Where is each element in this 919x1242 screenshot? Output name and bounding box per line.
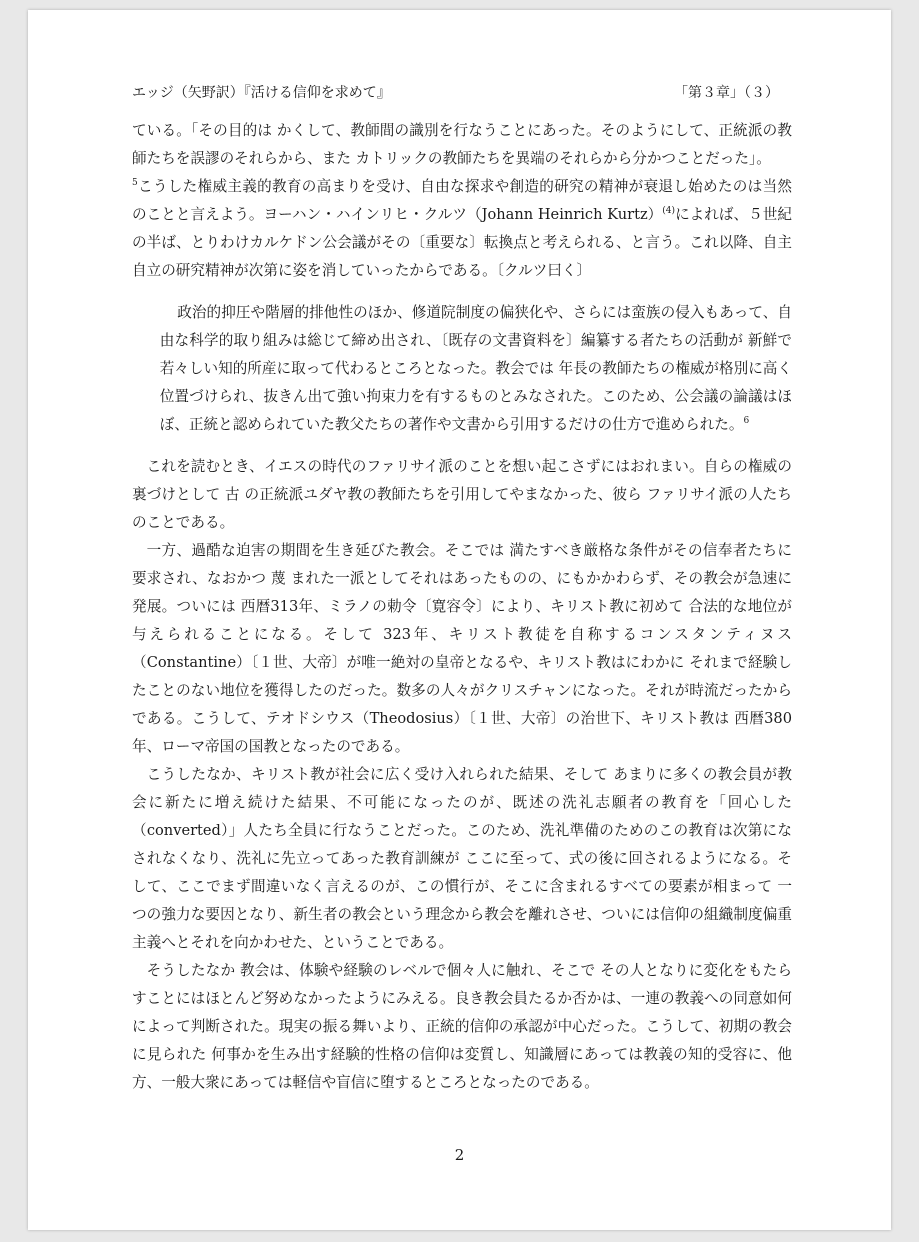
page-number: 2 xyxy=(454,1146,465,1164)
header-chapter: 「第３章」（３） xyxy=(674,85,779,101)
running-header xyxy=(132,82,787,106)
paragraph-text: によれば、５世紀の半ば、とりわけカルケドン公会議がその〔重要な〕転換点と考えられる、と言う。これ以降、自主自立の研究精神が次第に姿を消していったからである。〔クルツ曰く〕 xyxy=(132,206,792,279)
paragraph: こうしたなか、キリスト教が社会に広く受け入れられた結果、そして あまりに多くの教会員が教会に新たに増え続けた結果、不可能になったのが、既述の洗礼志願者の教育を「回心した（converted）」人たち全員に行なうことだった。このため、洗礼準備のためのこの教育は次第になされなくなり、洗礼に先立ってあった教育訓練が ここに至って、式の後に回されるようになる。そして、ここでまず間違いなく言えるのが、この慣行が、そこに含まれるすべての要素が相まって 一つの強力な要因となり、新生者の教会という理念から教会を離れさせ、ついには信仰の組織制度偏重主義へとそれを向かわせた、ということである。 xyxy=(132,766,792,951)
paragraph: これを読むとき、イエスの時代のファリサイ派のことを想い起こさずにはおれまい。自らの権威の裏づけとして 古 の正統派ユダヤ教の教師たちを引用してやまなかった、彼ら ファリサイ派の人たちのことである。 xyxy=(132,458,792,531)
paragraph: 一方、過酷な迫害の期間を生き延びた教会。そこでは 満たすべき厳格な条件がその信奉者たちに要求され、なおかつ 蔑 まれた一派としてそれはあったものの、にもかかわらず、その教会が急速に発展。ついには 西暦313年、ミラノの勅令〔寛容令〕により、キリスト教に初めて 合法的な地位が与えられることになる。そして 323年、キリスト教徒を自称するコンスタンティヌス（Constantine）〔１世、大帝〕が唯一絶対の皇帝となるや、キリスト教はにわかに それまで経験したことのない地位を獲得したのだった。数多の人々がクリスチャンになった。それが時流だったからである。こうして、テオドシウス（Theodosius）〔１世、大帝〕の治世下、キリスト教は 西暦380年、ローマ帝国の国教となったのである。 xyxy=(132,542,792,755)
paragraph xyxy=(132,173,792,285)
block-quote-text: 政治的抑圧や階層的排他性のほか、修道院制度の偏狭化や、さらには蛮族の侵入もあって、自由な科学的取り組みは総じて締め出され、〔既存の文書資料を〕編纂する者たちの活動が 新鮮で若々しい知的所産に取って代わるところとなった。教会では 年長の教師たちの権威が格別に高く位置づけられ、抜きん出て強い拘束力を有するものとみなされた。このため、公会議の論議はほぼ、正統と認められていた教父たちの著作や文書から引用するだけの仕方で進められた。 xyxy=(159,304,793,433)
footnote-marker: 6 xyxy=(743,416,750,427)
paragraph: そうしたなか 教会は、体験や経験のレベルで個々人に触れ、そこで その人となりに変化をもたらすことにはほとんど努めなかったようにみえる。良き教会員たるか否かは、一連の教義への同意如何によって判断された。現実の振る舞いより、正統的信仰の承認が中心だった。こうして、初期の教会に見られた 何事かを生み出す経験的性格の信仰は変質し、知識層にあっては教義の知的受容に、他方、一般大衆にあっては軽信や盲信に堕するところとなったのである。 xyxy=(132,962,792,1091)
block-quote xyxy=(160,299,792,439)
footnote-marker: 5 xyxy=(132,178,138,189)
document-page xyxy=(28,10,891,1230)
paragraph: ている。「その目的は かくして、教師間の識別を行なうことにあった。そのようにして、正統派の教師たちを誤謬のそれらから、また カトリックの教師たちを異端のそれらから分かつことだった」。 xyxy=(132,122,792,167)
header-book-title: エッジ（矢野訳）『活ける信仰を求めて』 xyxy=(132,85,391,101)
body-text xyxy=(132,117,792,1097)
footnote-marker: (4) xyxy=(662,206,676,217)
paragraph-text: こうした権威主義的教育の高まりを受け、自由な探求や創造的研究の精神が衰退し始めたのは当然のことと言えよう。ヨーハン・ハインリヒ・クルツ（Johann Heinrich Kurtz） xyxy=(132,178,792,223)
